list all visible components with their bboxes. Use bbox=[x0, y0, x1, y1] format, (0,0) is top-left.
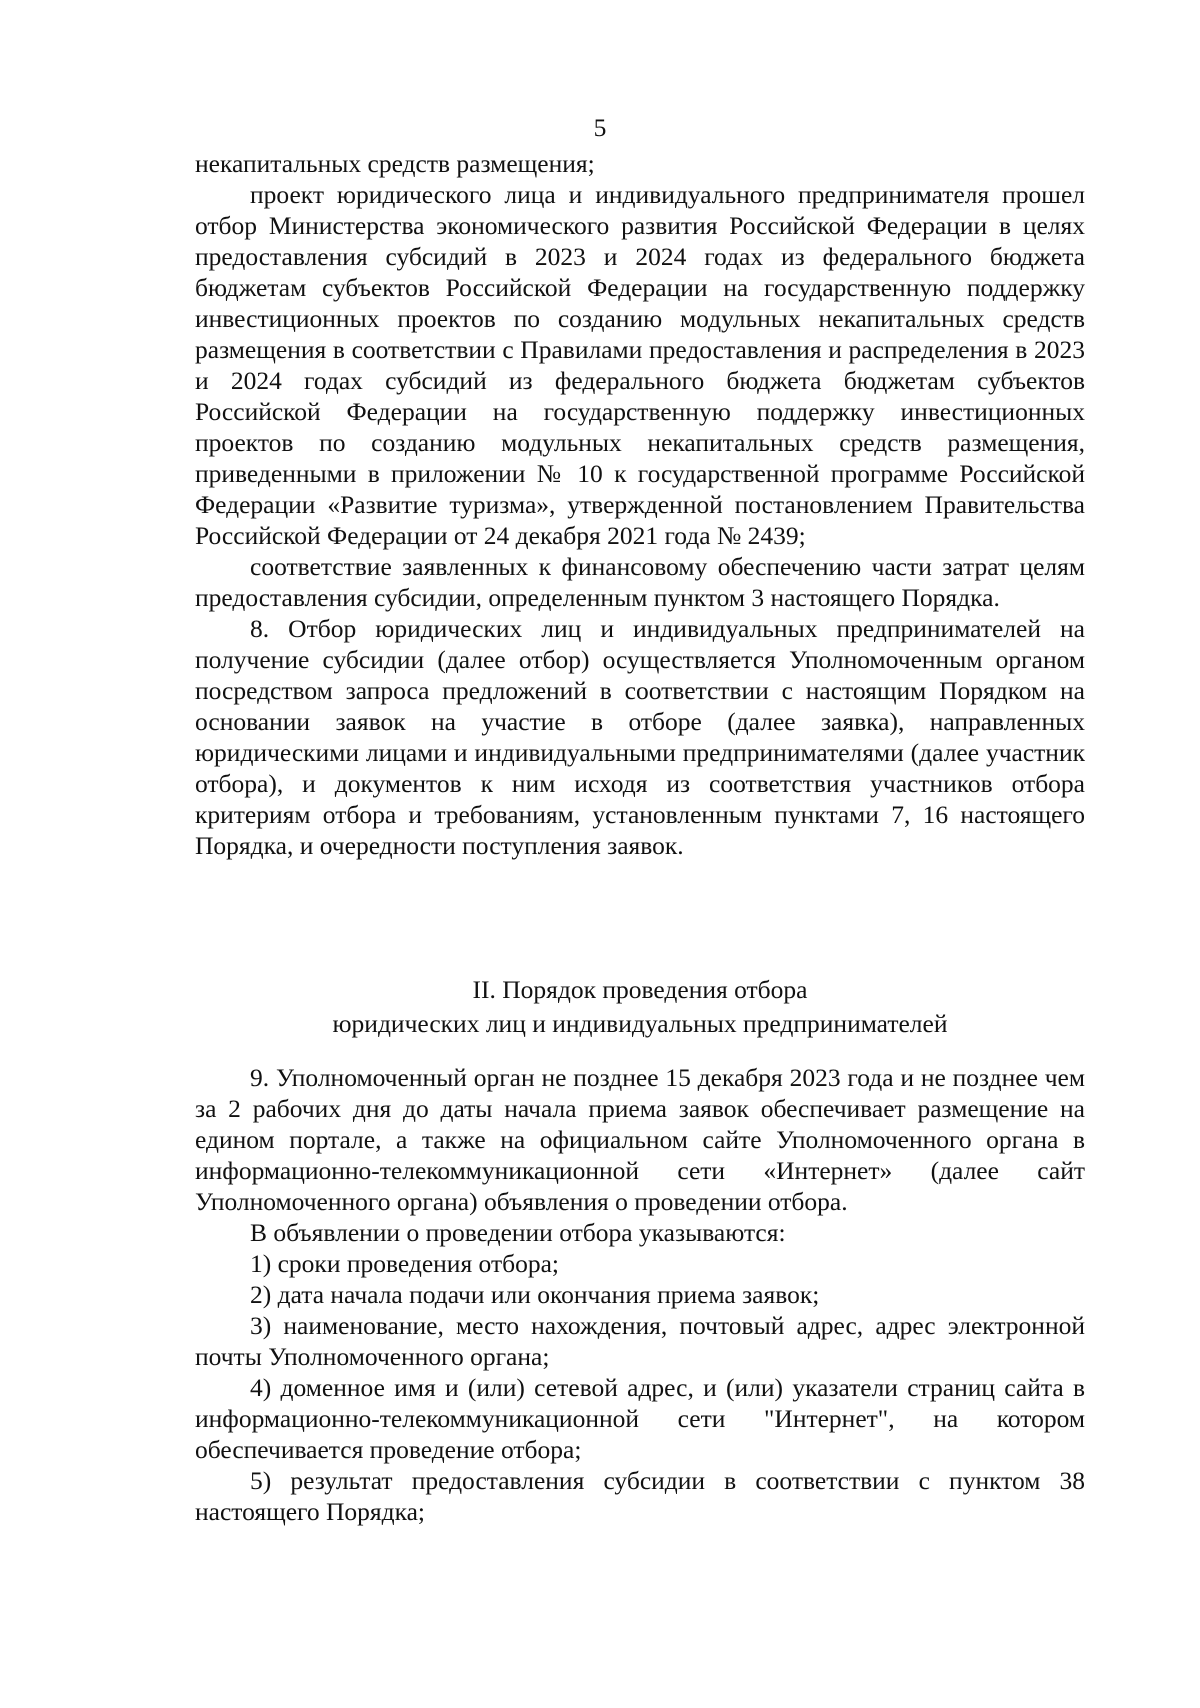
list-item: 1) сроки проведения отбора; bbox=[250, 1249, 559, 1278]
paragraph: проект юридического лица и индивидуального предпринимателя прошел отбор Министерства экономического развития Российской Федерации в целях предоставления субсидий в 2023 и 2024 годах из федерального бюджета бюджетам субъектов Российской Федерации на государственную поддержку инвестиционных проектов по созданию модульных некапитальных средств размещения в соответствии с Правилами предоставления и распределения в 2023 и 2024 годах субсидий из федерального бюджета бюджетам субъектов Российской Федерации на государственную поддержку инвестиционных проектов по созданию модульных некапитальных средств размещения, приведенными в приложении № 10 к государственной программе Российской Федерации «Развитие туризма», утвержденной постановлением Правительства Российской Федерации от 24 декабря 2021 года № 2439; bbox=[195, 180, 1085, 550]
list-item: 2) дата начала подачи или окончания приема заявок; bbox=[250, 1280, 820, 1309]
list-item: 3) наименование, место нахождения, почтовый адрес, адрес электронной почты Уполномоченного органа; bbox=[195, 1311, 1085, 1371]
list-item: 4) доменное имя и (или) сетевой адрес, и (или) указатели страниц сайта в информационно-телекоммуникационной сети "Интернет", на котором обеспечивается проведение отбора; bbox=[195, 1373, 1085, 1464]
list-item: 5) результат предоставления субсидии в соответствии с пунктом 38 настоящего Порядка; bbox=[195, 1466, 1085, 1526]
paragraph: соответствие заявленных к финансовому обеспечению части затрат целям предоставления субсидии, определенным пунктом 3 настоящего Порядка. bbox=[195, 552, 1085, 612]
body-text-bottom bbox=[195, 1062, 1085, 1527]
section-heading-line1: II. Порядок проведения отбора bbox=[472, 975, 808, 1004]
body-text-top bbox=[195, 148, 1085, 861]
page-number: 5 bbox=[593, 113, 607, 142]
paragraph: В объявлении о проведении отбора указываются: bbox=[250, 1218, 786, 1247]
section-heading-line2: юридических лиц и индивидуальных предпринимателей bbox=[332, 1009, 948, 1038]
paragraph: 8. Отбор юридических лиц и индивидуальных предпринимателей на получение субсидии (далее отбор) осуществляется Уполномоченным органом посредством запроса предложений в соответствии с настоящим Порядком на основании заявок на участие в отборе (далее заявка), направленных юридическими лицами и индивидуальными предпринимателями (далее участник отбора), и документов к ним исходя из соответствия участников отбора критериям отбора и требованиям, установленным пунктами 7, 16 настоящего Порядка, и очередности поступления заявок. bbox=[195, 614, 1085, 860]
paragraph: некапитальных средств размещения; bbox=[195, 149, 595, 178]
section-heading bbox=[195, 973, 1085, 1041]
paragraph: 9. Уполномоченный орган не позднее 15 декабря 2023 года и не позднее чем за 2 рабочих дня до даты начала приема заявок обеспечивает размещение на едином портале, а также на официальном сайте Уполномоченного органа в информационно-телекоммуникационной сети «Интернет» (далее сайт Уполномоченного органа) объявления о проведении отбора. bbox=[195, 1063, 1085, 1216]
